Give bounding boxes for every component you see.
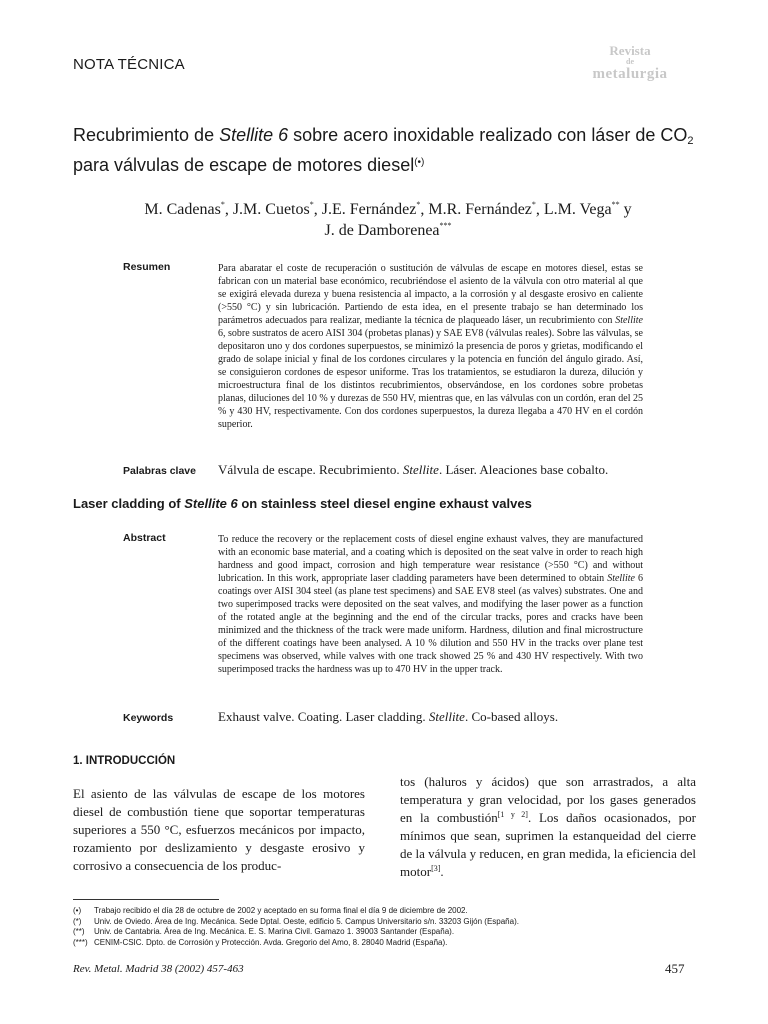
footnote-text: Trabajo recibido el día 28 de octubre de 2002 y aceptado en su forma final el día 9 de diciembre de 2002. bbox=[94, 906, 468, 915]
footnote bbox=[73, 906, 693, 917]
title-subscript: 2 bbox=[687, 135, 694, 147]
title-superscript: (•) bbox=[414, 157, 425, 168]
author-name: M. Cadenas bbox=[144, 201, 221, 218]
intro-right-b: . Los daños ocasionados, por mínimos que sean, suprimen la estanqueidad del cierre de la válvula y reducen, en gran medida, la eficiencia del motor bbox=[400, 810, 697, 879]
page-number: 457 bbox=[665, 961, 685, 976]
author-name: L.M. Vega bbox=[543, 201, 612, 218]
abstract-text-a: To reduce the recovery or the replacement costs of diesel engine exhaust valves, they are manufactured with an economic base material, and a coating which is deposited on the seat valve in order to reach high hardness and good impact, corrosion and high temperature wear resistance (>550 °C) and without lubrication. In this work, appropriate laser cladding parameters have been determined to obtain bbox=[218, 534, 643, 584]
title-part2: sobre acero inoxidable realizado con láser de CO bbox=[288, 125, 688, 145]
paper-title bbox=[73, 120, 703, 180]
intro-right-c: . bbox=[440, 864, 444, 879]
journal-logo-line1: Revista bbox=[609, 43, 651, 58]
resumen-label: Resumen bbox=[123, 261, 171, 273]
author-mark: ** bbox=[611, 200, 620, 209]
palabras-clave-label: Palabras clave bbox=[123, 465, 196, 477]
author-name: J.E. Fernández bbox=[321, 201, 417, 218]
keywords-text-b: . Co-based alloys. bbox=[464, 709, 559, 724]
author bbox=[322, 201, 429, 218]
author-mark: * bbox=[531, 200, 536, 209]
author-sep: , bbox=[420, 201, 429, 218]
title-part3: para válvulas de escape de motores diesel bbox=[73, 155, 415, 175]
footnote-mark: (*) bbox=[73, 916, 82, 926]
english-title-part2: on stainless steel diesel engine exhaust valves bbox=[237, 496, 532, 511]
abstract-text-b: 6 coatings over AISI 304 steel (as plane test specimens) and SAE EV8 steel (as valves) substrates. One and two superimposed tracks were deposited on the seat valves, and modifying the laser power as a function of the rotated angle at the beginning and the end of the circular tracks, pores and cracks have been minimized and the thickness of the track were made uniform. Hardness, dilution and final microstructure of the different coatings have been analysed. A 10 % dilution and 550 HV in the tracks over plane test specimens was observed, while valves with one track showed 25 % and 430 HV respectively. With two superimposed tracks the hardness was up to 470 HV in the upper track. bbox=[218, 573, 643, 675]
author-mark: * bbox=[220, 200, 225, 209]
author bbox=[544, 201, 632, 218]
resumen-text bbox=[218, 262, 643, 431]
running-footer: Rev. Metal. Madrid 38 (2002) 457-463 bbox=[73, 963, 244, 975]
footnotes bbox=[73, 906, 693, 948]
author-mark: *** bbox=[439, 221, 452, 230]
intro-right-a: tos (haluros y ácidos) que son arrastrados, a alta temperatura y gran velocidad, por los gases generados en la combustión bbox=[400, 774, 696, 825]
author-name: M.R. Fernández bbox=[428, 201, 532, 218]
author-sep: y bbox=[619, 201, 632, 218]
author-sep: , bbox=[535, 201, 544, 218]
palabras-text-a: Válvula de escape. Recubrimiento. bbox=[218, 462, 403, 477]
author bbox=[144, 201, 232, 218]
author-name: J. de Damborenea bbox=[324, 222, 440, 239]
resumen-text-b: 6, sobre sustratos de acero AISI 304 (probetas planas) y SAE EV8 (válvulas reales). Sobre las válvulas, se depositaron uno y dos cordones superpuestos, se minimizó la presencia de poros y grietas, modificando el grado de solape inicial y final de los cordones circulares y la potencia en función del ángulo girado. Así, se consiguieron cordones de espesor uniforme. Tras los tratamientos, se estudiaron la dureza, dilución y microestructura final de los distintos recubrimientos, observándose, en los cordones sobre probetas planas, diluciones del 10 % y durezas de 550 HV, mientras que, en las válvulas con un cordón, eran del 25 % y 430 HV, respectivamente. Con dos cordones superpuestos, la dureza llegaba a 470 HV en el cordón superior. bbox=[218, 328, 643, 430]
citation-ref: [1 y 2] bbox=[497, 810, 528, 819]
author bbox=[324, 222, 451, 239]
footnote bbox=[73, 938, 693, 949]
footnote-mark: (***) bbox=[73, 937, 88, 947]
footnote-text: Univ. de Cantabria. Área de Ing. Mecánica. E. S. Marina Civil. Gamazo 1. 39003 Santander (España). bbox=[94, 927, 455, 937]
journal-logo bbox=[590, 44, 670, 82]
intro-right-column bbox=[400, 773, 696, 881]
english-title-italic: Stellite 6 bbox=[184, 496, 238, 511]
footnote-text: Univ. de Oviedo. Área de Ing. Mecánica. Sede Dptal. Oeste, edificio 5. Campus Universitario s/n. 33203 Gijón (España). bbox=[94, 916, 519, 926]
abstract-text-italic: Stellite bbox=[607, 573, 635, 584]
footnote-mark: (•) bbox=[73, 906, 82, 915]
author-sep: , bbox=[224, 201, 233, 218]
english-title-part1: Laser cladding of bbox=[73, 496, 185, 511]
footnote bbox=[73, 927, 693, 938]
author-list bbox=[73, 199, 703, 241]
title-italic: Stellite 6 bbox=[219, 125, 289, 145]
author-mark: * bbox=[309, 200, 314, 209]
footnote bbox=[73, 917, 693, 928]
palabras-text-italic: Stellite bbox=[402, 462, 439, 477]
title-part1: Recubrimiento de bbox=[73, 125, 220, 145]
keywords-text-italic: Stellite bbox=[428, 709, 465, 724]
journal-logo-line3: metalurgia bbox=[592, 66, 668, 82]
journal-logo-line2: de bbox=[626, 57, 634, 66]
intro-left-column: El asiento de las válvulas de escape de los motores diesel de combustión tiene que soportar temperaturas superiores a 550 °C, esfuerzos mecánicos por impacto, rozamiento por deslizamiento y desgaste erosivo y corrosivo a consecuencia de los produc- bbox=[73, 786, 365, 873]
keywords-text-a: Exhaust valve. Coating. Laser cladding. bbox=[218, 709, 429, 724]
palabras-text-b: . Láser. Aleaciones base cobalto. bbox=[438, 462, 609, 477]
abstract-text bbox=[218, 533, 643, 676]
footnote-mark: (**) bbox=[73, 927, 85, 937]
footnote-text: CENIM-CSIC. Dpto. de Corrosión y Protección. Avda. Gregorio del Amo, 8. 28040 Madrid (España). bbox=[94, 937, 448, 947]
author-name: J.M. Cuetos bbox=[232, 201, 310, 218]
intro-heading: 1. INTRODUCCIÓN bbox=[73, 755, 176, 767]
english-title bbox=[73, 496, 532, 511]
section-label: NOTA TÉCNICA bbox=[73, 56, 185, 73]
author bbox=[233, 201, 322, 218]
citation-ref: [3] bbox=[431, 864, 441, 873]
author bbox=[428, 201, 544, 218]
resumen-text-italic: Stellite bbox=[615, 315, 643, 326]
footnote-divider bbox=[73, 899, 219, 900]
keywords-label: Keywords bbox=[123, 712, 174, 724]
palabras-clave-text bbox=[218, 462, 608, 478]
resumen-text-a: Para abaratar el coste de recuperación o sustitución de válvulas de escape en motores diesel, estas se fabrican con un material base económico, recubriéndose el asiento de la válvula con otro material al que se exigirá elevada dureza y buena resistencia al impacto, a la corrosión y al desgaste erosivo en caliente (>550 °C) y sin lubricación. Partiendo de esta idea, en el presente trabajo se han determinado los parámetros adecuados para realizar, mediante la técnica de plaqueado láser, un recubrimiento con bbox=[218, 263, 643, 326]
keywords-text bbox=[218, 709, 558, 725]
author-sep: , bbox=[313, 201, 322, 218]
abstract-label: Abstract bbox=[123, 532, 166, 544]
author-mark: * bbox=[416, 200, 421, 209]
